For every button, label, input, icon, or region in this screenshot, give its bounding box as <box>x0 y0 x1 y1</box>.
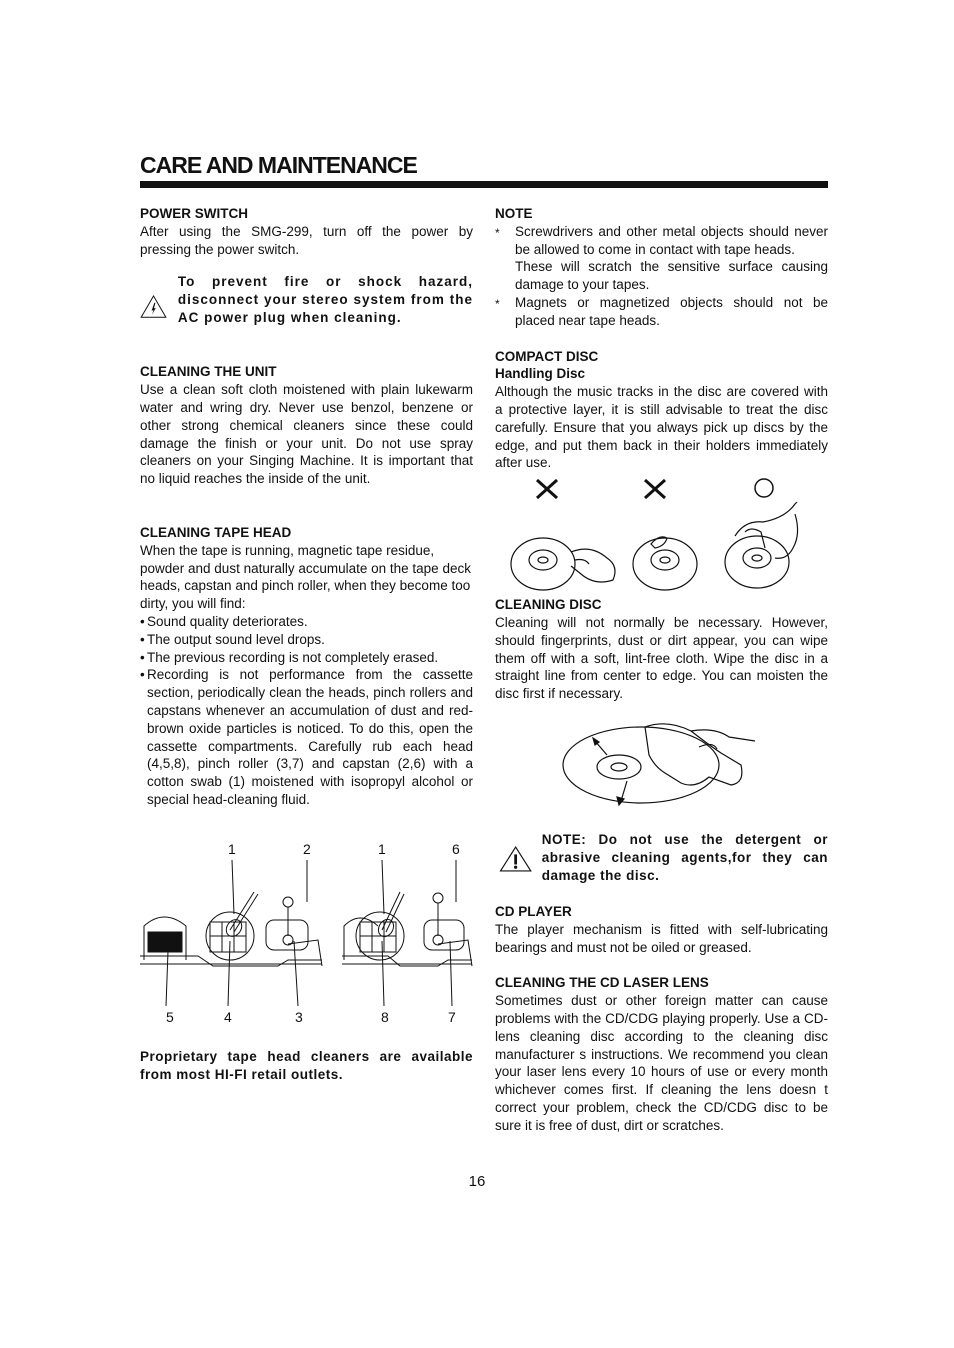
page-title: CARE AND MAINTENANCE <box>140 152 417 178</box>
proprietary-cleaners-note: Proprietary tape head cleaners are available from most HI-FI retail outlets. <box>140 1049 473 1082</box>
laser-lens-heading: CLEANING THE CD LASER LENS <box>495 975 709 991</box>
wrong-cross-icon <box>645 480 665 498</box>
power-switch-body: After using the SMG-299, turn off the power by pressing the power switch. <box>140 223 473 257</box>
power-switch-section <box>140 205 473 258</box>
diagram-label: 5 <box>166 1009 174 1025</box>
diagram-label: 4 <box>224 1009 232 1025</box>
note-item-continuation: These will scratch the sensitive surface causing damage to your tapes. <box>515 259 828 293</box>
cleaning-disc-section <box>495 596 828 703</box>
page-number: 16 <box>468 1173 486 1190</box>
disc-handling-illustration <box>495 474 828 594</box>
note-list <box>495 223 828 330</box>
diagram-label: 7 <box>448 1009 456 1025</box>
cleaning-tape-head-heading: CLEANING TAPE HEAD <box>140 524 292 540</box>
left-column <box>140 205 473 809</box>
cleaning-unit-body: Use a clean soft cloth moistened with plain lukewarm water and wring dry. Never use benzol, benzene or other strong chemical cleaners since these could damage the finish or your unit. Do not use spray cleaners on your Singing Machine. It is important that no liquid reaches the inside of the unit. <box>140 382 473 487</box>
list-item <box>495 223 828 294</box>
note-item-main: Screwdrivers and other metal objects should never be allowed to come in contact with tape heads. <box>515 223 828 257</box>
cleaning-disc-body: Cleaning will not normally be necessary. However, should fingerprints, dust or dirt appear, you can wipe them off with a soft, lint-free cloth. Wipe the disc in a straight line from center to edge. You can moisten the disc first if necessary. <box>495 614 828 702</box>
note-heading: NOTE <box>495 206 533 221</box>
tape-head-diagram <box>138 836 474 1028</box>
right-column <box>495 205 828 1135</box>
list-item: • Recording is not performance from the cassette section, periodically clean the heads, pinch rollers and capstans whenever an accumulation of dust and red-brown oxide particles is noticed. To do this, open the cassette compartments. Carefully rub each head (4,5,8), pinch roller (3,7) and capstan (2,6) with a cotton swab (1) moistened with isopropyl alcohol or special head-cleaning fluid. <box>140 666 473 808</box>
compact-disc-section <box>495 348 828 473</box>
cleaning-disc-heading: CLEANING DISC <box>495 597 602 613</box>
note-item-main: Magnets or magnetized objects should not be placed near tape heads. <box>515 294 828 328</box>
cleaning-tape-head-intro: When the tape is running, magnetic tape residue, powder and dust naturally accumulate on the tape deck heads, capstan and pinch roller, when they become too dirty, you will find: <box>140 542 471 612</box>
handling-disc-subheading: Handling Disc <box>495 366 586 382</box>
cleaning-unit-section <box>140 363 473 488</box>
shock-warning <box>140 271 473 341</box>
cd-player-section <box>495 903 828 956</box>
diagram-label: 6 <box>452 841 460 857</box>
cleaning-unit-heading: CLEANING THE UNIT <box>140 364 277 380</box>
list-item: • The previous recording is not completely erased. <box>140 649 473 667</box>
laser-lens-section <box>495 974 828 1134</box>
detergent-warning-text: NOTE: Do not use the detergent or abrasive cleaning agents,for they can damage the disc. <box>541 831 828 883</box>
detergent-warning <box>495 829 828 889</box>
diagram-label: 3 <box>295 1009 303 1025</box>
cd-player-body: The player mechanism is fitted with self-lubricating bearings and must not be oiled or greased. <box>495 921 828 955</box>
note-section <box>495 205 828 330</box>
caution-exclamation-icon <box>495 829 542 889</box>
diagram-label: 8 <box>381 1009 389 1025</box>
correct-circle-icon <box>755 479 773 497</box>
cd-player-heading: CD PLAYER <box>495 903 572 919</box>
title-rule <box>140 181 828 188</box>
cleaning-tape-head-section <box>140 524 473 809</box>
electric-shock-warning-icon <box>140 271 178 341</box>
disc-wiping-illustration <box>495 717 828 813</box>
laser-lens-body: Sometimes dust or other foreign matter can cause problems with the CD/CDG playing properly. Use a CD-lens cleaning disc according to the cleaning disc manufacturer s instructions. We recommend you clean your laser lens every 10 hours of use or every month whichever comes first. If cleaning the lens doesn t correct your problem, check the CD/CDG disc to be sure it is free of dust, dirt or scratches. <box>495 993 828 1133</box>
shock-warning-text: To prevent fire or shock hazard, disconnect your stereo system from the AC power plug when cleaning. <box>177 274 473 325</box>
list-item: • The output sound level drops. <box>140 631 473 649</box>
diagram-label: 2 <box>303 841 311 857</box>
diagram-label: 1 <box>378 841 386 857</box>
diagram-label: 1 <box>228 841 236 857</box>
compact-disc-heading: COMPACT DISC <box>495 348 599 364</box>
list-item <box>495 294 828 330</box>
wrong-cross-icon <box>537 480 557 498</box>
power-switch-heading: POWER SWITCH <box>140 206 248 221</box>
compact-disc-body: Although the music tracks in the disc are covered with a protective layer, it is still advisable to treat the disc carefully. Ensure that you always pick up discs by the edge, and put them back in their holders immediately after use. <box>495 384 828 471</box>
tape-symptom-list <box>140 613 473 809</box>
list-item: • Sound quality deteriorates. <box>140 613 473 631</box>
